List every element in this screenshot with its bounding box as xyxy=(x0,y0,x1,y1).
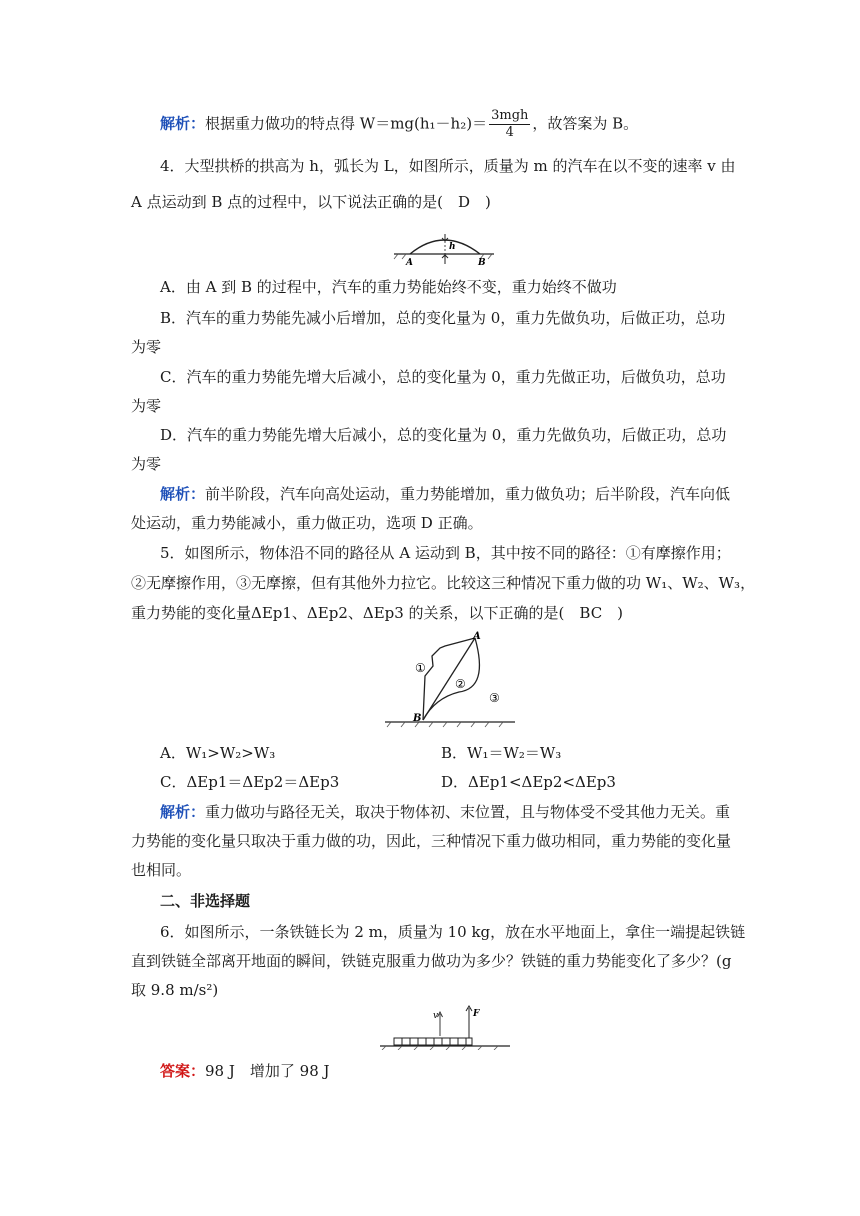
analysis-label: 解析： xyxy=(160,803,206,821)
q5-option-a: A．W₁>W₂>W₃ xyxy=(160,744,276,762)
q4-analysis: 解析：前半阶段，汽车向高处运动，重力势能增加，重力做负功；后半阶段，汽车向低 xyxy=(160,485,731,503)
q5-analysis-cont2: 也相同。 xyxy=(131,861,192,879)
q4-option-c-cont: 为零 xyxy=(131,397,162,415)
chain-figure xyxy=(380,1002,510,1050)
q6-stem-line2: 直到铁链全部离开地面的瞬间，铁链克服重力做功为多少？铁链的重力势能变化了多少？(g xyxy=(131,952,732,970)
q5-stem-line3: 重力势能的变化量ΔEp1、ΔEp2、ΔEp3 的关系，以下正确的是( BC ) xyxy=(131,604,624,622)
q6-answer xyxy=(160,1061,330,1081)
fraction: $\frac{\text{3mgh}}{4}$ xyxy=(491,108,529,140)
q5-option-c: C．ΔEp1＝ΔEp2＝ΔEp3 xyxy=(160,773,340,791)
answer-text: 98 J 增加了 98 J xyxy=(205,1062,330,1080)
label-path-1: ① xyxy=(415,661,426,675)
q6-stem-line3: 取 9.8 m/s²) xyxy=(131,981,219,999)
analysis-label: 解析： xyxy=(160,114,206,133)
q5-option-d: D．ΔEp1<ΔEp2<ΔEp3 xyxy=(441,773,616,791)
q4-option-b: B．汽车的重力势能先减小后增加，总的变化量为 0，重力先做负功，后做正功，总功 xyxy=(160,309,726,327)
analysis-text: 根据重力做功的特点得 W＝mg(h₁－h₂)＝ xyxy=(205,114,488,133)
q4-option-d-cont: 为零 xyxy=(131,455,162,473)
arch-bridge-figure xyxy=(392,232,496,268)
label-a: A xyxy=(473,631,481,642)
q4-option-b-cont: 为零 xyxy=(131,338,162,356)
q4-stem-line2: A 点运动到 B 点的过程中，以下说法正确的是( D ) xyxy=(131,193,491,211)
label-a: A xyxy=(406,258,413,268)
label-b: B xyxy=(478,258,486,268)
q4-analysis-cont: 处运动，重力势能减小，重力做正功，选项 D 正确。 xyxy=(131,514,483,532)
q4-option-d: D．汽车的重力势能先增大后减小，总的变化量为 0，重力先做负功，后做正功，总功 xyxy=(160,426,727,444)
q4-option-a: A．由 A 到 B 的过程中，汽车的重力势能始终不变，重力始终不做功 xyxy=(160,278,617,296)
q5-option-b: B．W₁＝W₂＝W₃ xyxy=(441,744,562,762)
q5-analysis-cont: 力势能的变化量只取决于重力做的功，因此，三种情况下重力做功相同，重力势能的变化量 xyxy=(131,832,732,850)
label-b: B xyxy=(413,713,422,724)
q5-stem-line2: ②无摩擦作用，③无摩擦，但有其他外力拉它。比较这三种情况下重力做的功 W₁、W₂、W₃， xyxy=(131,574,756,592)
section-title: 二、非选择题 xyxy=(160,892,251,910)
label-v: v xyxy=(433,1011,439,1021)
label-path-3: ③ xyxy=(489,691,500,705)
label-f: F xyxy=(473,1009,480,1019)
q5-stem-line1: 5．如图所示，物体沿不同的路径从 A 运动到 B，其中按不同的路径：①有摩擦作用； xyxy=(160,544,731,562)
label-path-2: ② xyxy=(455,677,466,691)
answer-label: 答案： xyxy=(160,1062,206,1080)
q6-stem-line1: 6．如图所示，一条铁链长为 2 m，质量为 10 kg，放在水平地面上，拿住一端提起铁链 xyxy=(160,923,746,941)
analysis-label: 解析： xyxy=(160,485,206,503)
q4-option-c: C．汽车的重力势能先增大后减小，总的变化量为 0，重力先做正功，后做负功，总功 xyxy=(160,368,726,386)
q4-stem-line1: 4．大型拱桥的拱高为 h，弧长为 L，如图所示，质量为 m 的汽车在以不变的速率 v 由 xyxy=(160,157,736,175)
label-h: h xyxy=(449,242,456,252)
q3-analysis: 解析：根据重力做功的特点得 W＝mg(h₁－h₂)＝ $\frac{\text{3mgh}}{4}$ ，故答案为 B。 xyxy=(160,108,639,140)
q5-analysis: 解析：重力做功与路径无关，取决于物体初、末位置，且与物体受不受其他力无关。重 xyxy=(160,803,731,821)
paths-figure xyxy=(385,630,515,730)
